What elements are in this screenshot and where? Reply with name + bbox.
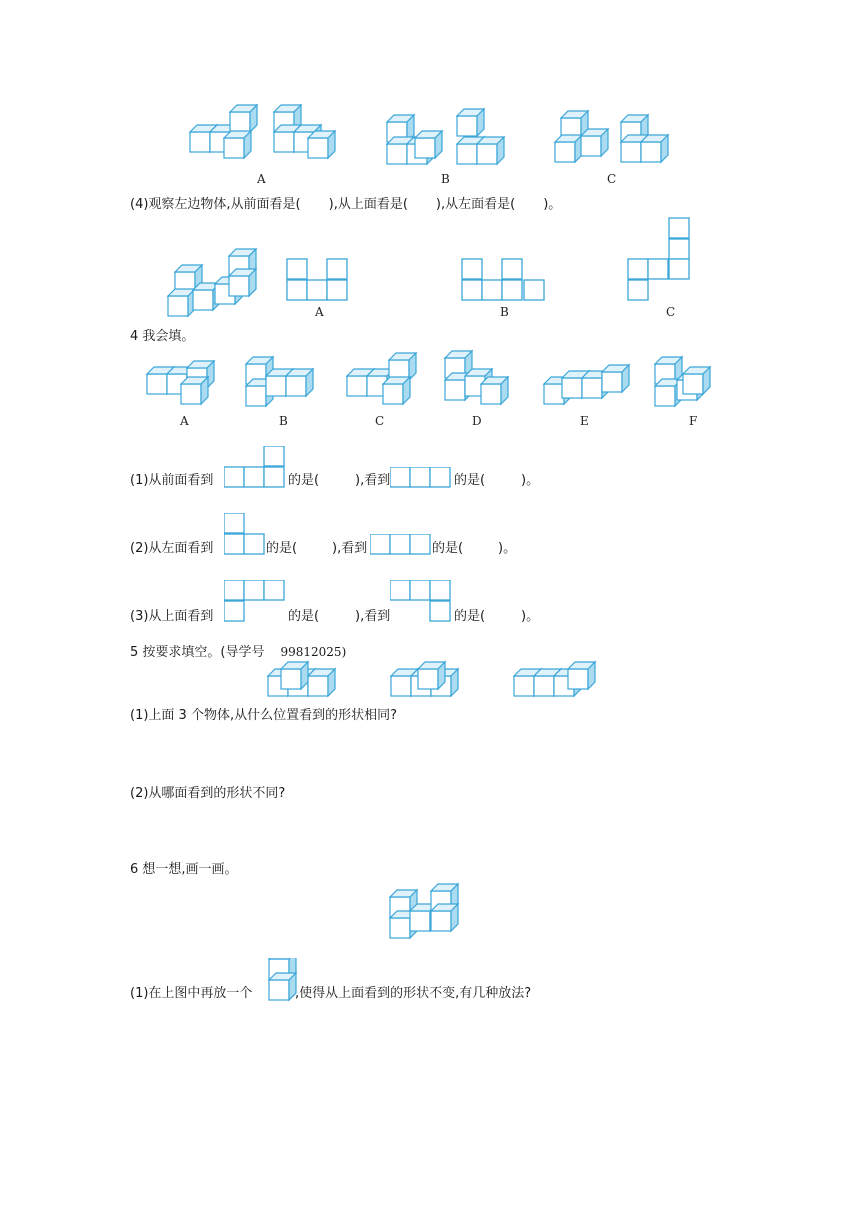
q5-object-2 (391, 660, 471, 700)
view-option-b (462, 259, 548, 303)
view-label-b: B (500, 305, 509, 319)
view-option-a (287, 259, 351, 303)
left-view-shape-1 (224, 513, 268, 557)
option-b-figure (387, 108, 517, 168)
question-3-4-text: (4)观察左边物体,从前面看是( ),从上面看是( ),从左面看是( )。 (130, 197, 562, 212)
view-label-c: C (666, 305, 676, 319)
left-view-shape-2 (370, 534, 434, 557)
object-label-c: C (375, 414, 385, 428)
option-label-a: A (257, 172, 266, 186)
question-4-heading: 4 我会填。 (130, 329, 195, 344)
q5-object-3 (514, 660, 598, 700)
two-cube-stack-icon (268, 958, 298, 1002)
object-d-figure (445, 352, 525, 410)
object-e-figure (544, 364, 634, 409)
front-view-shape-2 (390, 467, 454, 490)
object-label-b: B (279, 414, 288, 428)
observed-object-figure (167, 244, 267, 324)
object-c-figure (347, 352, 427, 410)
front-view-shape-1 (224, 446, 288, 490)
top-view-shape-2 (390, 580, 454, 624)
question-6-heading: 6 想一想,画一画。 (130, 862, 238, 877)
option-c-figure (555, 108, 685, 168)
question-5-1: (1)上面 3 个物体,从什么位置看到的形状相同? (130, 708, 397, 723)
option-label-b: B (441, 172, 450, 186)
q6-object-figure (389, 883, 469, 943)
option-a-figure (190, 108, 350, 168)
q5-object-1 (268, 660, 348, 700)
object-label-e: E (580, 414, 589, 428)
object-label-d: D (472, 414, 482, 428)
top-view-shape-1 (224, 580, 288, 624)
option-label-c: C (607, 172, 617, 186)
object-b-figure (246, 358, 326, 410)
object-f-figure (655, 358, 725, 410)
view-label-a: A (315, 305, 324, 319)
question-5-heading: 5 按要求填空。(导学号 99812025) (130, 645, 347, 660)
view-option-c (628, 218, 694, 304)
question-5-2: (2)从哪面看到的形状不同? (130, 786, 286, 801)
object-label-a: A (180, 414, 189, 428)
object-a-figure (147, 364, 227, 409)
object-label-f: F (689, 414, 698, 428)
